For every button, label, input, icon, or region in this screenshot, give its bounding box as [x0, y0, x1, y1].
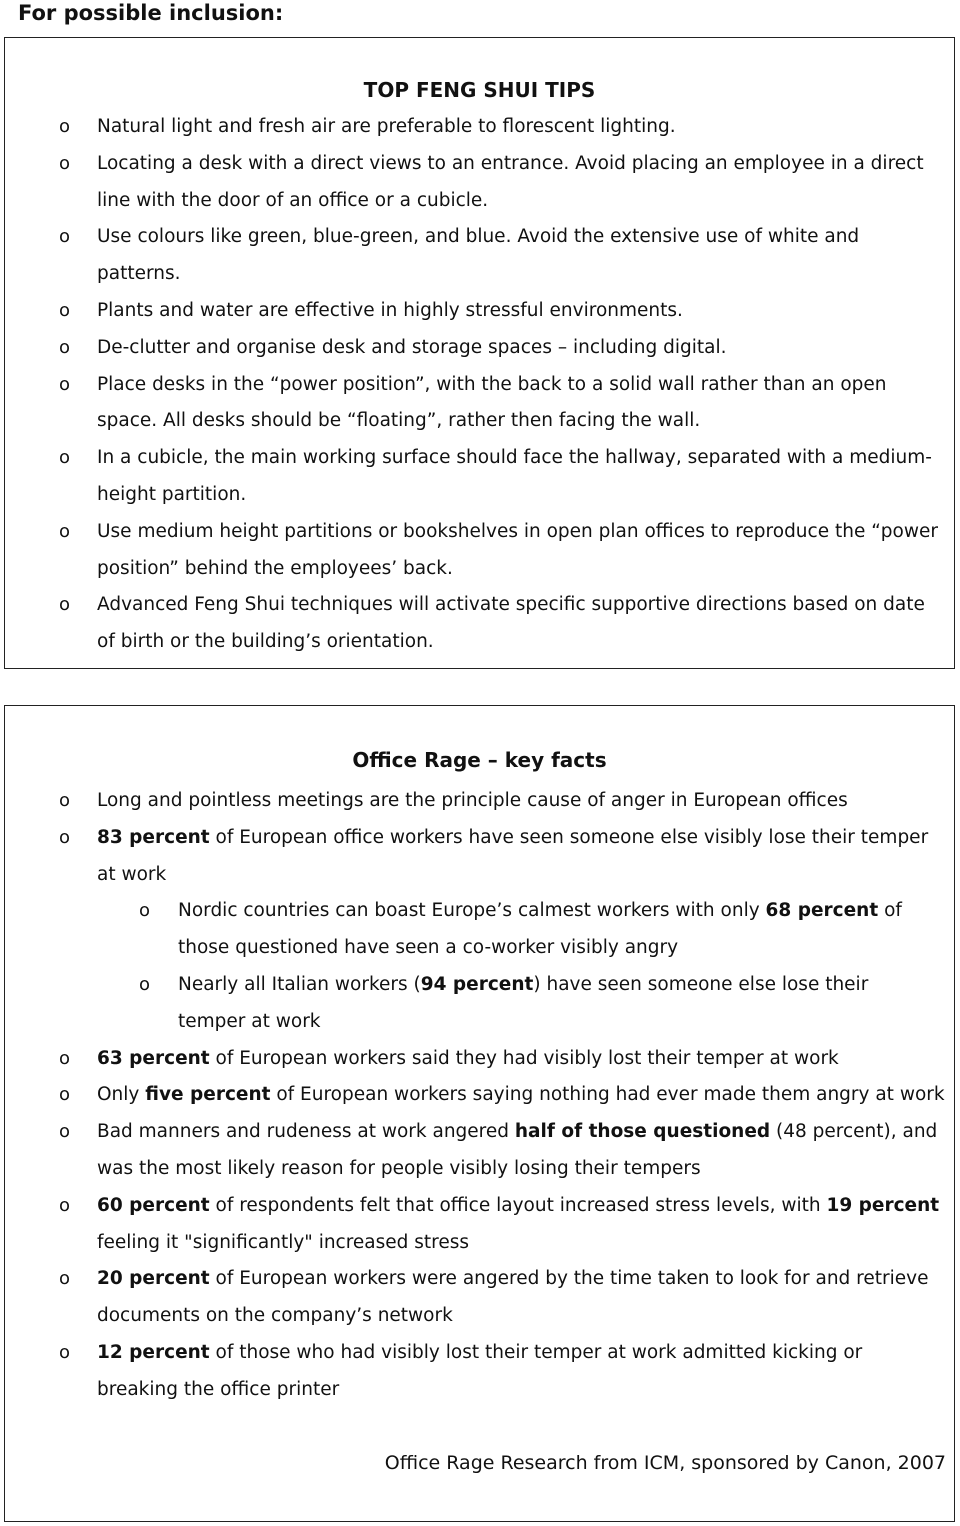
- fact-highlight: 60 percent: [97, 1194, 210, 1216]
- fact-highlight: 83 percent: [97, 826, 210, 848]
- office-rage-subfact: [5, 967, 946, 1041]
- bullet-marker: o: [59, 790, 71, 811]
- bullet-marker: o: [59, 226, 71, 248]
- bullet-marker: o: [59, 826, 71, 848]
- office-rage-fact: [5, 1041, 946, 1078]
- bullet-marker: o: [59, 594, 71, 616]
- bullet-marker: o: [59, 116, 71, 137]
- feng-shui-tip-text: Plants and water are effective in highly stressful environments.: [97, 299, 683, 321]
- fact-highlight: five percent: [145, 1084, 271, 1106]
- fact-text: Only: [97, 1084, 146, 1106]
- fact-highlight: 19 percent: [826, 1194, 940, 1216]
- bullet-marker: o: [59, 1341, 71, 1363]
- feng-shui-tip-text: Place desks in the “power position”, with the back to a solid wall rather than an open space. All desks should be “floating”, rather then facing the wall.: [97, 373, 887, 432]
- bullet-marker: o: [59, 1047, 71, 1069]
- fact-text: (48 percent), and was the most likely reason for people visibly losing their tempers: [97, 1121, 938, 1179]
- feng-shui-tip: [5, 219, 946, 293]
- feng-shui-tip-text: De-clutter and organise desk and storage spaces – including digital.: [97, 336, 727, 358]
- bullet-marker: o: [59, 1084, 71, 1106]
- feng-shui-tip: [5, 293, 946, 330]
- feng-shui-tip-text: Natural light and fresh air are preferable to florescent lighting.: [97, 116, 676, 137]
- fact-text: of European workers saying nothing had ever made them angry at work: [270, 1084, 945, 1106]
- office-rage-fact: [5, 1188, 946, 1262]
- office-rage-box: [4, 705, 955, 1522]
- fact-text: of European workers were angered by the time taken to look for and retrieve documents on the company’s network: [97, 1268, 929, 1327]
- feng-shui-tip-text: Use medium height partitions or bookshelves in open plan offices to reproduce the “power position” behind the employees’ back.: [97, 520, 938, 579]
- fact-text: of those who had visibly lost their temper at work admitted kicking or breaking the office printer: [97, 1341, 863, 1400]
- office-rage-fact: [5, 1114, 946, 1188]
- office-rage-subfact: [5, 893, 946, 967]
- fact-highlight: half of those questioned: [514, 1121, 771, 1143]
- feng-shui-tip-text: Locating a desk with a direct views to an entrance. Avoid placing an employee in a direct line with the door of an office or a cubicle.: [97, 152, 924, 211]
- feng-shui-tip: [5, 587, 946, 661]
- bullet-marker: o: [59, 447, 71, 469]
- fact-text: Nordic countries can boast Europe’s calmest workers with only: [178, 900, 766, 922]
- fact-highlight: 12 percent: [97, 1341, 210, 1363]
- fact-text: Bad manners and rudeness at work angered: [97, 1121, 515, 1143]
- fact-text: Nearly all Italian workers (: [178, 973, 421, 995]
- feng-shui-tip-text: Use colours like green, blue-green, and blue. Avoid the extensive use of white and patterns.: [97, 226, 860, 285]
- bullet-marker: o: [59, 520, 71, 542]
- fact-text: of European workers said they had visibly lost their temper at work: [209, 1047, 839, 1069]
- feng-shui-tips-list: [5, 109, 946, 661]
- office-rage-fact: [5, 1335, 946, 1409]
- bullet-marker: o: [59, 1268, 71, 1290]
- fact-text: feeling it "significantly" increased stress: [97, 1231, 470, 1253]
- office-rage-fact: [5, 1077, 946, 1114]
- bullet-marker: o: [59, 299, 71, 321]
- fact-text: of those questioned have seen a co-worker visibly angry: [178, 900, 902, 959]
- feng-shui-tip-text: In a cubicle, the main working surface should face the hallway, separated with a medium-height partition.: [97, 447, 932, 505]
- page-heading: For possible inclusion:: [18, 1, 284, 25]
- fact-highlight: 20 percent: [97, 1268, 210, 1290]
- bullet-marker: o: [59, 1194, 71, 1216]
- fact-highlight: 68 percent: [765, 900, 879, 922]
- office-rage-fact: [5, 820, 946, 894]
- fact-text: of European office workers have seen someone else visibly lose their temper at work: [97, 826, 929, 885]
- fact-text: ) have seen someone else lose their temper at work: [178, 973, 869, 1032]
- feng-shui-tip-text: Advanced Feng Shui techniques will activate specific supportive directions based on date of birth or the building’s orientation.: [97, 594, 925, 653]
- fact-highlight: 94 percent: [420, 973, 534, 995]
- bullet-marker: o: [59, 152, 71, 174]
- fact-text: of respondents felt that office layout increased stress levels, with: [209, 1194, 827, 1216]
- feng-shui-tip: [5, 146, 946, 220]
- feng-shui-tip: [5, 330, 946, 367]
- office-rage-fact: [5, 1261, 946, 1335]
- office-rage-title: Office Rage – key facts: [352, 748, 607, 772]
- feng-shui-tip: [5, 109, 946, 146]
- feng-shui-tip: [5, 440, 946, 514]
- feng-shui-tips-title: TOP FENG SHUI TIPS: [363, 78, 596, 102]
- feng-shui-tip: [5, 367, 946, 441]
- bullet-marker: o: [59, 373, 71, 395]
- feng-shui-tip: [5, 514, 946, 588]
- bullet-marker: o: [139, 900, 151, 922]
- fact-highlight: 63 percent: [97, 1047, 210, 1069]
- office-rage-facts-list: [5, 783, 946, 1409]
- bullet-marker: o: [139, 973, 151, 995]
- feng-shui-tips-box: [4, 37, 955, 669]
- office-rage-fact: [5, 783, 946, 820]
- fact-text: Long and pointless meetings are the principle cause of anger in European offices: [97, 790, 848, 811]
- office-rage-source: Office Rage Research from ICM, sponsored by Canon, 2007: [384, 1452, 946, 1474]
- bullet-marker: o: [59, 1121, 71, 1143]
- bullet-marker: o: [59, 336, 71, 358]
